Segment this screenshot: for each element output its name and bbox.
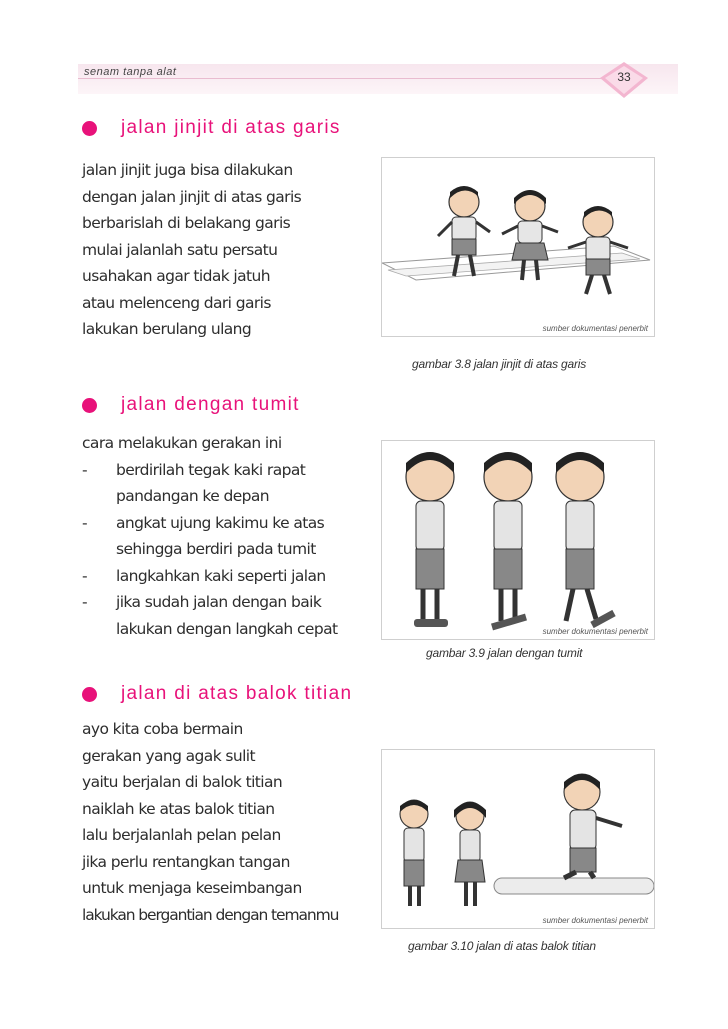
body-line: naiklah ke atas balok titian (82, 799, 275, 818)
running-head: senam tanpa alat (84, 66, 177, 78)
figure-caption: gambar 3.10 jalan di atas balok titian (408, 939, 596, 953)
boy-heel-walk-illustration (382, 441, 654, 639)
page-number: 33 (617, 70, 631, 84)
section-body (82, 716, 382, 928)
body-line: dengan jalan jinjit di atas garis (82, 187, 302, 206)
list-item (82, 563, 382, 590)
list-item (82, 510, 382, 537)
body-line: lakukan bergantian dengan temanmu (82, 905, 339, 924)
body-line: cara melakukan gerakan ini (82, 434, 282, 452)
bullet-dot-icon (82, 121, 97, 136)
section-heading (82, 394, 300, 416)
image-credit: sumber dokumentasi penerbit (542, 916, 648, 925)
list-text: langkahkan kaki seperti jalan (116, 566, 326, 585)
section-title: jalan dengan tumit (121, 394, 300, 415)
body-line: jalan jinjit juga bisa dilakukan (82, 161, 293, 179)
list-text: berdirilah tegak kaki rapat (116, 460, 306, 479)
boy-balance-beam-illustration (382, 750, 654, 928)
section-body (82, 430, 382, 642)
header-rule (78, 78, 638, 79)
figure-caption: gambar 3.8 jalan jinjit di atas garis (412, 357, 587, 371)
figure-caption: gambar 3.9 jalan dengan tumit (426, 646, 583, 660)
bullet-dot-icon (82, 687, 97, 702)
section-title: jalan di atas balok titian (121, 683, 353, 704)
list-item (82, 457, 382, 484)
list-item (82, 616, 382, 643)
body-line: yaitu berjalan di balok titian (82, 773, 283, 791)
list-item (82, 483, 382, 510)
list-text: sehingga berdiri pada tumit (116, 540, 316, 558)
body-line: ayo kita coba bermain (82, 720, 243, 738)
list-marker (82, 483, 116, 510)
body-line: berbarislah di belakang garis (82, 214, 291, 232)
section-body (82, 157, 382, 343)
list-text: pandangan ke depan (116, 487, 270, 505)
body-line: lakukan berulang ulang (82, 320, 252, 338)
section-title: jalan jinjit di atas garis (121, 117, 341, 138)
list-text: jika sudah jalan dengan baik (116, 593, 322, 611)
list-marker: - (82, 593, 87, 611)
list-marker: - (82, 513, 87, 532)
list-text: angkat ujung kakimu ke atas (116, 513, 325, 532)
figure-illustration (381, 440, 655, 640)
bullet-dot-icon (82, 398, 97, 413)
body-line: jika perlu rentangkan tangan (82, 852, 290, 871)
list-marker (82, 536, 116, 563)
list-marker: - (82, 460, 87, 479)
body-line: untuk menjaga keseimbangan (82, 879, 302, 897)
body-line: mulai jalanlah satu persatu (82, 240, 278, 259)
section-heading (82, 117, 341, 139)
list-item (82, 589, 382, 616)
figure-illustration (381, 157, 655, 337)
image-credit: sumber dokumentasi penerbit (542, 324, 648, 333)
list-marker (82, 616, 116, 643)
list-marker: - (82, 566, 87, 585)
section-heading (82, 683, 352, 705)
body-line: gerakan yang agak sulit (82, 746, 255, 765)
children-tiptoe-illustration (382, 158, 654, 336)
figure-illustration (381, 749, 655, 929)
body-line: lalu berjalanlah pelan pelan (82, 826, 281, 844)
body-line: usahakan agar tidak jatuh (82, 267, 270, 285)
list-text: lakukan dengan langkah cepat (116, 619, 338, 638)
list-item (82, 536, 382, 563)
image-credit: sumber dokumentasi penerbit (542, 627, 648, 636)
body-line: atau melenceng dari garis (82, 293, 271, 312)
